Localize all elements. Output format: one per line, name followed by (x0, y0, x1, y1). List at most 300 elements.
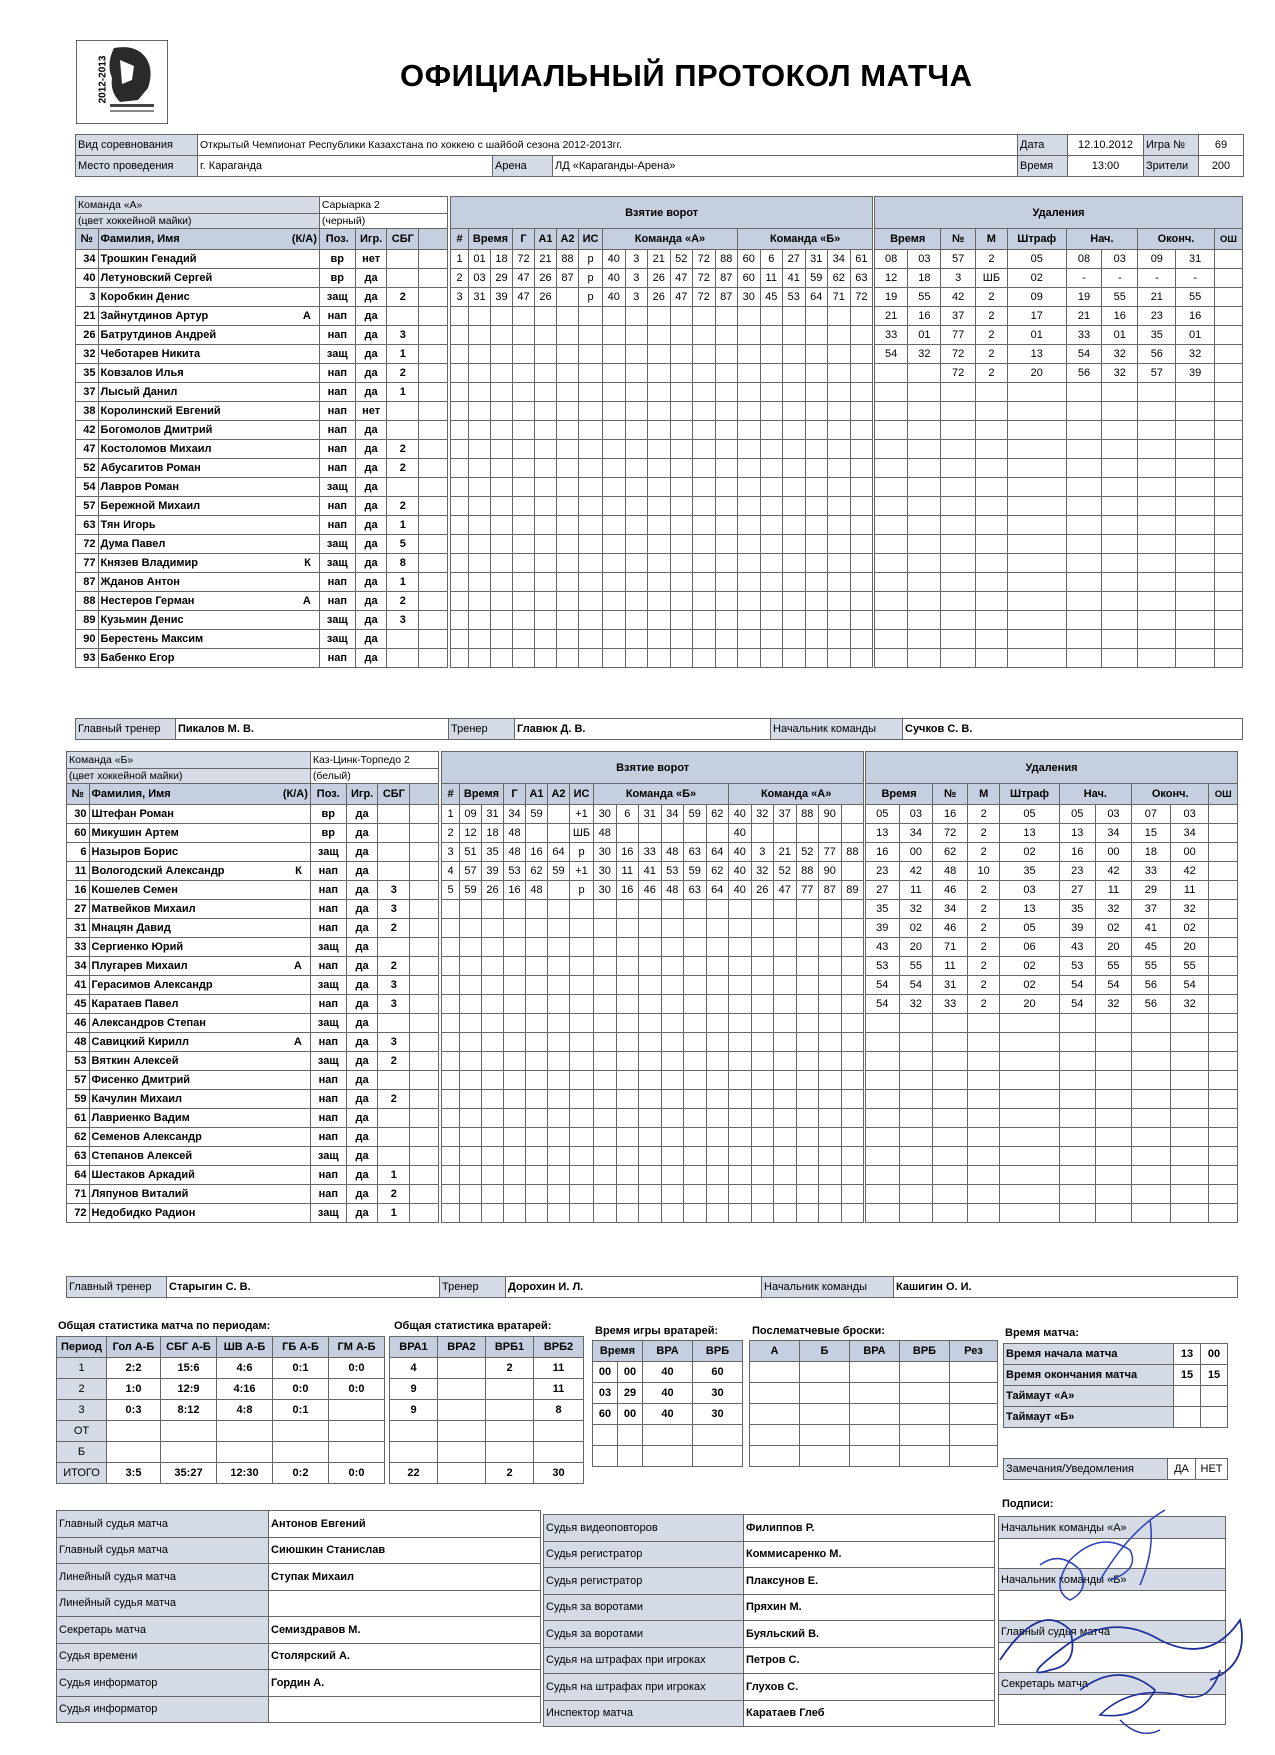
penalty-fine: 06 (1000, 938, 1059, 957)
on-ice-opp (841, 1147, 864, 1166)
goal-minute (469, 573, 491, 592)
goal-assist1 (535, 478, 557, 497)
penalty-min: ШБ (975, 269, 1007, 288)
goal-second (491, 326, 513, 345)
on-ice-opp: 30 (738, 288, 761, 307)
on-ice-own: 3 (625, 288, 648, 307)
on-ice-opp: 88 (796, 805, 819, 824)
on-ice-opp (729, 1109, 752, 1128)
on-ice-own (706, 1014, 729, 1033)
penalty-osh (1209, 995, 1238, 1014)
player-position: защ (319, 611, 355, 630)
on-ice-opp (783, 383, 806, 402)
goal-row (451, 345, 873, 364)
penalty-m: 05 (866, 805, 900, 824)
penalty-s: 55 (908, 288, 941, 307)
on-ice-own: 64 (706, 881, 729, 900)
on-ice-opp (805, 611, 828, 630)
goal-assist2 (557, 592, 579, 611)
goal-assist1 (535, 573, 557, 592)
penalty-em: 33 (1132, 862, 1171, 881)
goal-number (442, 995, 460, 1014)
penalty-m (866, 1090, 900, 1109)
player-role: А (302, 310, 311, 322)
penalty-ss: 54 (1095, 976, 1131, 995)
penalty-min (975, 630, 1007, 649)
official-name: Сиюшкин Станислав (269, 1537, 541, 1564)
penalty-osh (1209, 900, 1238, 919)
goal-number (451, 345, 469, 364)
gk-stats-table (389, 1336, 584, 1484)
match-time-title: Время матча: (1005, 1327, 1079, 1339)
penalty-es: 01 (1176, 326, 1214, 345)
on-ice-opp: 37 (774, 805, 797, 824)
on-ice-own (648, 497, 671, 516)
player-position: вр (319, 250, 355, 269)
pen-minutes-header: М (968, 784, 1000, 805)
on-ice-own: 40 (603, 288, 626, 307)
official-role: Инспектор матча (544, 1700, 744, 1727)
goal-scorer (504, 1204, 526, 1223)
on-ice-opp (751, 938, 774, 957)
player-position: защ (310, 1052, 346, 1071)
player-row (76, 535, 448, 554)
penalty-s (908, 421, 941, 440)
penalty-s: 16 (908, 307, 941, 326)
shootout-cell (900, 1425, 950, 1446)
player-number: 63 (76, 516, 99, 535)
on-ice-own (639, 1071, 662, 1090)
on-ice-own (594, 938, 617, 957)
on-ice-own: 63 (684, 843, 707, 862)
on-ice-opp (850, 345, 873, 364)
spacer (410, 919, 439, 938)
on-ice-opp (805, 383, 828, 402)
penalty-row (866, 824, 1238, 843)
on-ice-own: 59 (684, 862, 707, 881)
on-ice-own (603, 516, 626, 535)
goal-assist1 (526, 1166, 548, 1185)
player-name (89, 976, 310, 995)
on-ice-opp (729, 1033, 752, 1052)
game-value: 69 (1199, 135, 1244, 156)
goals-title: Взятие ворот (451, 197, 873, 229)
shootout-header: ВРА (850, 1341, 900, 1362)
on-ice-own (706, 1185, 729, 1204)
penalty-m (866, 1147, 900, 1166)
on-ice-own (625, 649, 648, 668)
spacer (410, 1147, 439, 1166)
penalty-em: 56 (1138, 345, 1176, 364)
penalty-no: 37 (941, 307, 975, 326)
penalty-osh (1214, 592, 1242, 611)
on-ice-own: 40 (603, 269, 626, 288)
gk-cell (486, 1421, 534, 1442)
on-ice-opp (828, 630, 851, 649)
on-ice-own (670, 326, 693, 345)
player-role: А (293, 960, 302, 972)
shootout-cell (950, 1404, 998, 1425)
player-name-text: Бабенко Егор (100, 652, 175, 664)
goal-scorer (513, 611, 535, 630)
gkt-cell: 00 (618, 1362, 643, 1383)
goal-number: 2 (451, 269, 469, 288)
penalty-fine: 35 (1000, 862, 1059, 881)
on-ice-opp: 45 (760, 288, 783, 307)
goal-row (442, 995, 864, 1014)
goal-assist1 (526, 1128, 548, 1147)
player-sbg: 3 (378, 995, 410, 1014)
on-ice-own (684, 1128, 707, 1147)
on-ice-own (594, 1109, 617, 1128)
player-sbg (378, 1128, 410, 1147)
penalty-m: 16 (866, 843, 900, 862)
spacer (419, 288, 448, 307)
on-ice-own (648, 440, 671, 459)
on-ice-opp (729, 976, 752, 995)
penalty-m: 39 (866, 919, 900, 938)
player-played: да (355, 383, 387, 402)
on-ice-opp (850, 573, 873, 592)
penalty-min: 2 (975, 307, 1007, 326)
player-row (67, 824, 439, 843)
player-number: 47 (76, 440, 99, 459)
official-row (544, 1568, 995, 1595)
sbg-header: СБГ (387, 229, 419, 250)
player-played: да (346, 995, 378, 1014)
player-number: 3 (76, 288, 99, 307)
penalty-s: 55 (899, 957, 933, 976)
penalty-min (975, 421, 1007, 440)
on-ice-own (616, 1185, 639, 1204)
on-ice-own (661, 1090, 684, 1109)
player-role: А (302, 595, 311, 607)
player-name-text: Трошкин Генадий (100, 253, 197, 265)
on-ice-opp (751, 1052, 774, 1071)
official-row (544, 1647, 995, 1674)
penalty-s (899, 1033, 933, 1052)
player-number: 59 (67, 1090, 90, 1109)
goal-second (482, 1014, 504, 1033)
player-number: 89 (76, 611, 99, 630)
penalty-s: 00 (899, 843, 933, 862)
situation-header: ИС (570, 784, 594, 805)
player-name (89, 938, 310, 957)
on-ice-own (715, 611, 738, 630)
penalty-row (875, 345, 1243, 364)
goal-row (451, 269, 873, 288)
goal-second: 26 (482, 881, 504, 900)
on-ice-opp: 11 (760, 269, 783, 288)
goal-second (482, 1090, 504, 1109)
player-row (76, 383, 448, 402)
on-ice-own: 48 (594, 824, 617, 843)
on-ice-opp (819, 957, 842, 976)
player-position: защ (319, 345, 355, 364)
on-ice-own (603, 649, 626, 668)
goal-second (491, 478, 513, 497)
goal-number (451, 440, 469, 459)
period-cell (161, 1421, 217, 1442)
on-ice-own (670, 345, 693, 364)
player-name (89, 1204, 310, 1223)
goal-number (442, 900, 460, 919)
on-ice-own: 47 (670, 288, 693, 307)
shootout-cell (750, 1362, 800, 1383)
on-ice-own (616, 1071, 639, 1090)
on-ice-own: 48 (661, 843, 684, 862)
player-name (98, 497, 319, 516)
goal-number (442, 1071, 460, 1090)
penalty-no (933, 1166, 968, 1185)
goal-minute (460, 919, 482, 938)
penalty-no: 57 (941, 250, 975, 269)
official-role: Главный судья матча (57, 1511, 269, 1538)
shootout-header: ВРБ (900, 1341, 950, 1362)
on-ice-opp (751, 957, 774, 976)
official-role: Судья информатор (57, 1670, 269, 1697)
penalty-min (975, 611, 1007, 630)
on-ice-own (639, 1090, 662, 1109)
penalty-fine: 13 (1007, 345, 1066, 364)
penalty-em (1138, 611, 1176, 630)
on-ice-opp (841, 957, 864, 976)
official-role: Судья регистратор (544, 1541, 744, 1568)
goal-assist1 (535, 345, 557, 364)
player-row (76, 421, 448, 440)
official-role: Линейный судья матча (57, 1564, 269, 1591)
player-row (67, 1052, 439, 1071)
on-ice-own (594, 957, 617, 976)
goal-assist2 (557, 288, 579, 307)
penalty-row (875, 554, 1243, 573)
on-ice-own (625, 573, 648, 592)
on-ice-own (715, 402, 738, 421)
player-name-text: Абусагитов Роман (100, 462, 201, 474)
player-sbg: 1 (378, 1166, 410, 1185)
goal-number: 2 (442, 824, 460, 843)
player-sbg (387, 269, 419, 288)
gkt-cell: 29 (618, 1383, 643, 1404)
penalty-min: 2 (975, 326, 1007, 345)
penalty-row (875, 592, 1243, 611)
official-name: Филиппов Р. (744, 1515, 995, 1542)
penalty-fine (1007, 554, 1066, 573)
on-ice-own (715, 440, 738, 459)
goal-assist2 (557, 364, 579, 383)
penalty-em (1138, 649, 1176, 668)
on-ice-opp: 40 (729, 843, 752, 862)
goal-assist1 (526, 938, 548, 957)
on-ice-own (684, 1166, 707, 1185)
player-position: нап (310, 995, 346, 1014)
signature-space (999, 1643, 1226, 1673)
on-ice-opp: 71 (828, 288, 851, 307)
officials-right-table (543, 1514, 995, 1727)
venue-label: Место проведения (76, 156, 198, 177)
penalty-m (875, 440, 908, 459)
player-name (89, 1033, 310, 1052)
goal-assist1 (535, 630, 557, 649)
on-ice-own (693, 478, 716, 497)
penalty-sm: 56 (1066, 364, 1102, 383)
on-ice-opp: 77 (819, 843, 842, 862)
on-ice-opp (819, 1147, 842, 1166)
goal-scorer: 53 (504, 862, 526, 881)
goal-assist1 (535, 649, 557, 668)
penalty-sm (1066, 592, 1102, 611)
penalty-osh (1209, 919, 1238, 938)
goal-number (442, 1204, 460, 1223)
player-played: да (355, 440, 387, 459)
on-ice-opp (783, 573, 806, 592)
player-sbg (387, 402, 419, 421)
team_a-penalties-table (874, 196, 1243, 668)
match-time-table (1003, 1343, 1228, 1428)
goal-second: 35 (482, 843, 504, 862)
on-ice-own (616, 1090, 639, 1109)
goal-scorer (513, 554, 535, 573)
on-ice-own: 30 (594, 843, 617, 862)
penalty-es: 03 (1170, 805, 1209, 824)
penalty-es (1176, 554, 1214, 573)
penalty-no: 62 (933, 843, 968, 862)
goal-situation (579, 554, 603, 573)
penalty-sm (1059, 1033, 1095, 1052)
penalty-min (975, 649, 1007, 668)
on-ice-opp (751, 995, 774, 1014)
penalty-fine (1000, 1071, 1059, 1090)
penalty-em: 21 (1138, 288, 1176, 307)
period-header: ГМ А-Б (329, 1337, 385, 1358)
penalty-sm (1059, 1090, 1095, 1109)
penalty-no: 77 (941, 326, 975, 345)
player-played: да (355, 611, 387, 630)
period-cell: 0:1 (273, 1358, 329, 1379)
gk-cell (390, 1442, 438, 1463)
on-ice-own (625, 326, 648, 345)
penalty-fine: 05 (1000, 919, 1059, 938)
gk-cell (438, 1400, 486, 1421)
goal-minute: 57 (460, 862, 482, 881)
penalty-ss (1102, 592, 1138, 611)
on-ice-own (625, 383, 648, 402)
goal-number: 1 (442, 805, 460, 824)
player-number: 48 (67, 1033, 90, 1052)
penalty-em: 56 (1132, 976, 1171, 995)
spectators-label: Зрители (1144, 156, 1199, 177)
goal-row (451, 364, 873, 383)
gk-header: ВРБ1 (486, 1337, 534, 1358)
goal-number (451, 326, 469, 345)
penalty-m (866, 1033, 900, 1052)
on-ice-opp (850, 649, 873, 668)
goal-row (451, 649, 873, 668)
player-number: 61 (67, 1109, 90, 1128)
player-sbg (387, 630, 419, 649)
goal-assist2 (557, 421, 579, 440)
penalty-min (968, 1128, 1000, 1147)
penalty-m: 35 (866, 900, 900, 919)
period-cell: 0:0 (329, 1463, 385, 1484)
penalty-fine (1000, 1090, 1059, 1109)
penalty-es (1176, 516, 1214, 535)
player-name (89, 995, 310, 1014)
penalty-fine (1000, 1204, 1059, 1223)
goal-situation (570, 938, 594, 957)
pen-end-header: Оконч. (1138, 229, 1215, 250)
penalty-osh (1214, 630, 1242, 649)
on-ice-own: 33 (639, 843, 662, 862)
on-ice-opp (850, 630, 873, 649)
player-row (67, 1109, 439, 1128)
gk-row (390, 1421, 584, 1442)
on-ice-own (661, 957, 684, 976)
penalty-m (875, 611, 908, 630)
penalty-osh (1214, 250, 1242, 269)
player-played: да (346, 1109, 378, 1128)
penalty-fine (1007, 459, 1066, 478)
penalty-osh (1209, 938, 1238, 957)
gk-cell (438, 1421, 486, 1442)
spectators-value: 200 (1199, 156, 1244, 177)
penalty-row (866, 1204, 1238, 1223)
gkt-cell: 00 (593, 1362, 618, 1383)
on-ice-opp (850, 478, 873, 497)
name-header-text: Фамилия, Имя (100, 233, 180, 245)
on-ice-own: 62 (706, 862, 729, 881)
on-ice-own (616, 1128, 639, 1147)
penalty-min (975, 459, 1007, 478)
goal-assist2: 88 (557, 250, 579, 269)
player-row (76, 440, 448, 459)
player-row (76, 364, 448, 383)
goal-assist2 (557, 326, 579, 345)
time-label: Время (1018, 156, 1068, 177)
assist2-header: А2 (557, 229, 579, 250)
spacer (419, 383, 448, 402)
goal-assist2 (557, 573, 579, 592)
penalty-ss (1102, 459, 1138, 478)
penalty-min (975, 554, 1007, 573)
goals-title: Взятие ворот (442, 752, 864, 784)
official-role: Судья на штрафах при игроках (544, 1674, 744, 1701)
on-ice-own (639, 1185, 662, 1204)
goal-assist1 (526, 957, 548, 976)
on-ice-own (670, 383, 693, 402)
goal-second (491, 516, 513, 535)
penalty-sm: 43 (1059, 938, 1095, 957)
goal-number (451, 307, 469, 326)
penalty-ss (1095, 1204, 1131, 1223)
player-number: 32 (76, 345, 99, 364)
on-ice-opp (796, 1204, 819, 1223)
on-ice-own (594, 1071, 617, 1090)
on-ice-own (594, 1185, 617, 1204)
player-row (76, 288, 448, 307)
on-ice-opp (828, 345, 851, 364)
on-ice-own (594, 995, 617, 1014)
gkt-cell: 30 (693, 1404, 743, 1425)
penalty-em (1138, 497, 1176, 516)
on-ice-opp (751, 824, 774, 843)
player-played: да (355, 307, 387, 326)
on-ice-opp (805, 307, 828, 326)
penalty-m (866, 1071, 900, 1090)
penalty-sm (1066, 611, 1102, 630)
on-ice-opp (796, 1166, 819, 1185)
assist1-header: А1 (526, 784, 548, 805)
